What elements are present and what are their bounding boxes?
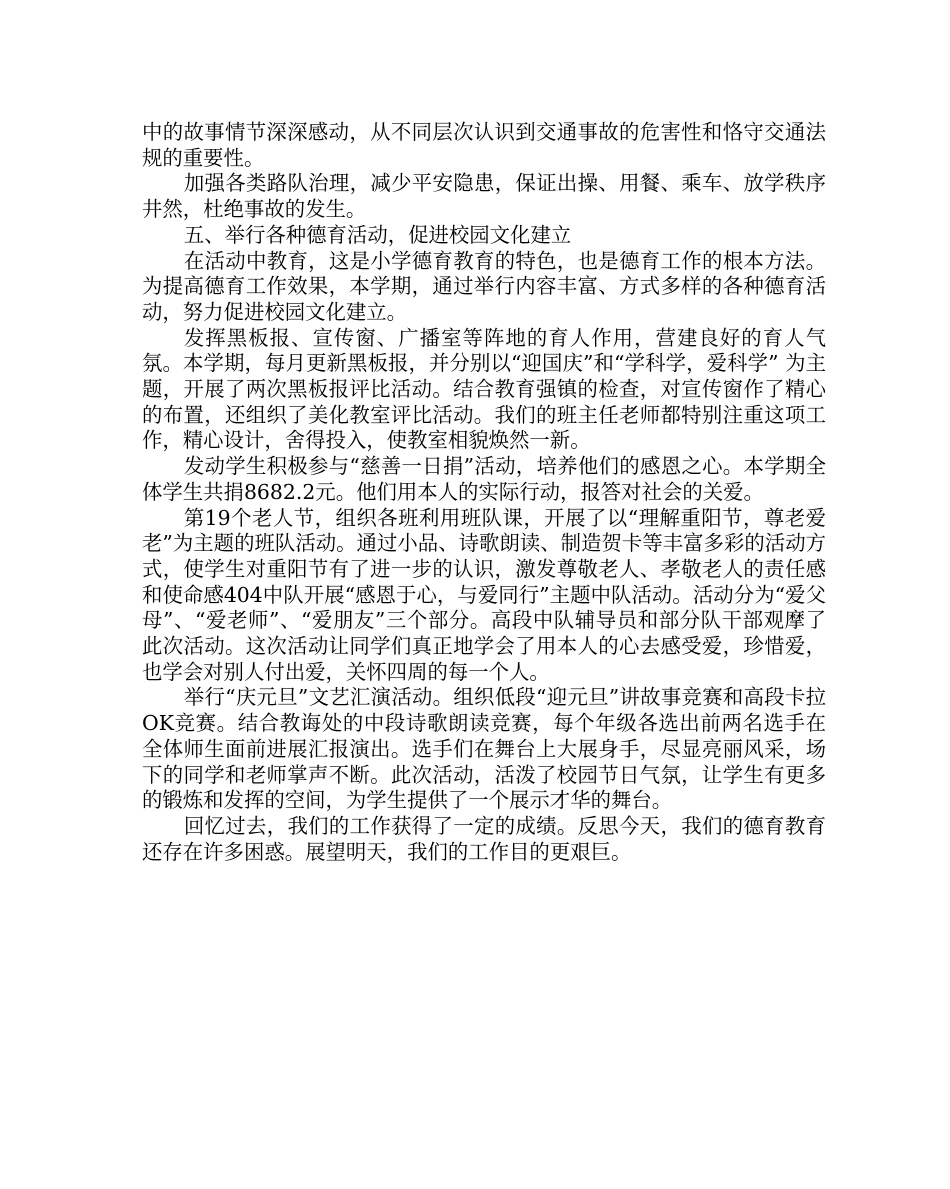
paragraph-4: 在活动中教育，这是小学德育教育的特色，也是德育工作的根本方法。为提高德育工作效果，本学期，通过举行内容丰富、方式多样的各种德育活动，努力促进校园文化建立。 (142, 248, 826, 324)
document-body (142, 120, 826, 865)
paragraph-8: 举行“庆元旦”文艺汇演活动。组织低段“迎元旦”讲故事竞赛和高段卡拉OK竞赛。结合教诲处的中段诗歌朗读竞赛，每个年级各选出前两名选手在全体师生面前进展汇报演出。选手们在舞台上大展身手，尽显亮丽风采，场下的同学和老师掌声不断。此次活动，活泼了校园节日气氛，让学生有更多的锻炼和发挥的空间，为学生提供了一个展示才华的舞台。 (142, 685, 826, 813)
section-heading: 五、举行各种德育活动，促进校园文化建立 (183, 222, 572, 247)
paragraph-2: 加强各类路队治理，减少平安隐患，保证出操、用餐、乘车、放学秩序井然，杜绝事故的发生。 (142, 171, 826, 222)
paragraph-1: 中的故事情节深深感动，从不同层次认识到交通事故的危害性和恪守交通法规的重要性。 (142, 120, 826, 170)
paragraph-5: 发挥黑板报、宣传窗、广播室等阵地的育人作用，营建良好的育人气氛。本学期，每月更新黑板报，并分别以“迎国庆”和“学科学，爱科学” 为主题，开展了两次黑板报评比活动。结合教育强镇的检查，对宣传窗作了精心的布置，还组织了美化教室评比活动。我们的班主任老师都特别注重这项工作，精心设计，舍得投入，使教室相貌焕然一新。 (142, 325, 826, 453)
paragraph-6: 发动学生积极参与“慈善一日捐”活动，培养他们的感恩之心。本学期全体学生共捐8682.2元。他们用本人的实际行动，报答对社会的关爱。 (142, 454, 826, 504)
paragraph-7: 第19个老人节，组织各班利用班队课，开展了以“理解重阳节，尊老爱老”为主题的班队活动。通过小品、诗歌朗读、制造贺卡等丰富多彩的活动方式，使学生对重阳节有了进一步的认识，激发尊敬老人、孝敬老人的责任感和使命感404中队开展“感恩于心，与爱同行”主题中队活动。活动分为“爱父母”、“爱老师”、“爱朋友”三个部分。高段中队辅导员和部分队干部观摩了此次活动。这次活动让同学们真正地学会了用本人的心去感受爱，珍惜爱，也学会对别人付出爱，关怀四周的每一个人。 (142, 505, 826, 684)
paragraph-9: 回忆过去，我们的工作获得了一定的成绩。反思今天，我们的德育教育还存在许多困惑。展望明天，我们的工作目的更艰巨。 (142, 813, 826, 864)
